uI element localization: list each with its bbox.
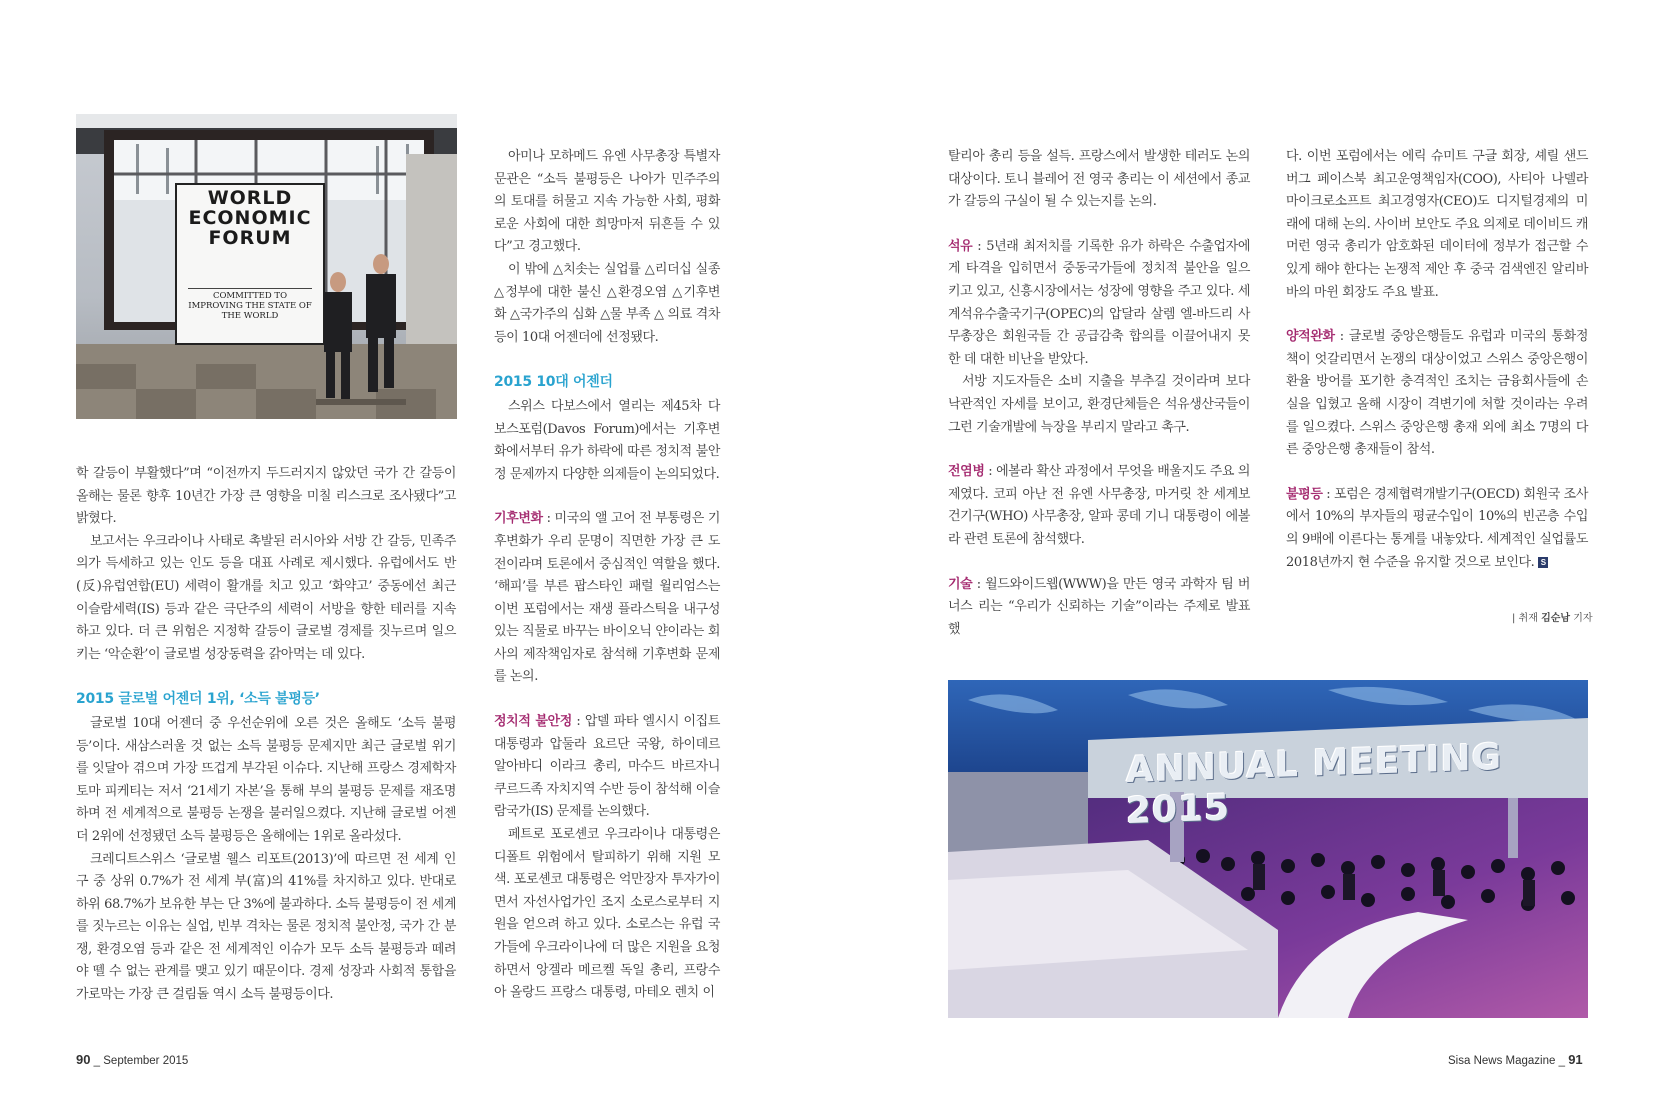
col2-paragraph-2: 이 밖에 △치솟는 실업률 △리더십 실종 △정부에 대한 불신 △환경오염 △기후변화 △국가주의 심화 △물 부족 △ 의료 격차 등이 10대 어젠더에 선정됐다.	[494, 261, 720, 345]
keyword-epidemic: 전염병	[948, 464, 985, 480]
byline-name: 김순남	[1541, 613, 1571, 624]
col1-heading: 2015 글로벌 어젠더 1위, ‘소득 불평등’	[76, 691, 320, 708]
col4-inequality-text: : 포럼은 경제협력개발기구(OECD) 회원국 조사에서 10%의 부자들의 평균수입이 10%의 빈곤층 수입의 9배에 이른다는 통계를 내놓았다. 세계적인 실업률도 2018년까지 현 수준을 유지할 것으로 보인다.	[1286, 486, 1588, 570]
col1-paragraph-3: 글로벌 10대 어젠더 중 우선순위에 오른 것은 올해도 ‘소득 불평등’이다. 새삼스러울 것 없는 소득 불평등 문제지만 최근 글로벌 위기를 잇달아 겪으며 가장 뜨겁게 부각된 이슈다. 지난해 프랑스 경제학자 토마 피케티는 저서 ‘21세기 자본’을 통해 부의 불평등 문제를 재조명하며 전 세계적으로 불평등 논쟁을 불러일으켰다. 지난해 글로벌 어젠더 2위에 선정됐던 소득 불평등은 올해에는 1위로 올라섰다.	[76, 715, 456, 844]
col3-paragraph-epidemic	[948, 461, 1250, 551]
col3-paragraph-tech	[948, 574, 1250, 642]
keyword-oil: 석유	[948, 238, 973, 254]
col2-climate-text: : 미국의 앨 고어 전 부통령은 기후변화가 우리 문명이 직면한 가장 큰 도전이라며 토론에서 중심적인 역할을 했다. ‘해피’를 부른 팝스타인 패럴 윌리엄스는 이번 포럼에서는 재생 플라스틱을 내구성 있는 직물로 바꾸는 바이오닉 얀이라는 회사의 제작책임자로 참석해 기후변화 문제를 논의.	[494, 511, 720, 685]
column-3	[948, 146, 1250, 641]
col3-paragraph-1: 탈리아 총리 등을 설득. 프랑스에서 발생한 테러도 논의 대상이다. 토니 블레어 전 영국 총리는 이 세션에서 종교가 갈등의 구실이 될 수 있는지를 논의.	[948, 149, 1250, 210]
col2-paragraph-1: 아미나 모하메드 유엔 사무총장 특별자문관은 “소득 불평등은 나아가 민주주의의 토대를 허물고 지속 가능한 사회, 평화로운 사회에 대한 희망마저 뒤흔들 수 있다”고 경고했다.	[494, 149, 720, 255]
right-footer-text: Sisa News Magazine _	[1448, 1055, 1565, 1067]
annual-meeting-banner: ANNUAL MEETING 2015	[1126, 736, 1503, 833]
col3-paragraph-3: 서방 지도자들은 소비 지출을 부추길 것이라며 보다 낙관적인 자세를 보이고, 환경단체들은 석유생산국들이 그런 기술개발에 늑장을 부리지 말라고 촉구.	[948, 374, 1250, 435]
col4-qe-text: : 글로벌 중앙은행들도 유럽과 미국의 통화정책이 엇갈리면서 논쟁의 대상이었고 스위스 중앙은행이 환율 방어를 포기한 충격적인 조치는 금융회사들에 손실을 입혔고 올해 시장이 격변기에 처할 것이라는 우려를 일으켰다. 스위스 중앙은행 총재 외에 최소 7명의 다른 중앙은행 총재들이 참석.	[1286, 329, 1588, 458]
keyword-qe: 양적완화	[1286, 329, 1335, 345]
right-page-number: 91	[1568, 1052, 1583, 1067]
col1-paragraph-1: 학 갈등이 부활했다”며 “이전까지 두드러지지 않았던 국가 간 갈등이 올해는 물론 향후 10년간 가장 큰 영향을 미칠 리스크로 조사됐다”고 밝혔다.	[76, 466, 456, 527]
column-2	[494, 146, 720, 1005]
left-footer-text: _ September 2015	[93, 1055, 189, 1067]
col3-oil-text: : 5년래 최저치를 기록한 유가 하락은 수출업자에게 타격을 입히면서 중동국가들에 정치적 불안을 일으키고 있고, 신흥시장에서는 성장에 영향을 주고 있다. 세계석유수출국기구(OPEC)의 압달라 살렘 엘-바드리 사무총장은 회원국들 간 공급감축 합의를 이끌어내지 못한 데 대한 비난을 받았다.	[948, 238, 1250, 367]
col4-paragraph-qe	[1286, 326, 1588, 462]
col4-paragraph-inequality	[1286, 484, 1588, 574]
left-page-number: 90	[76, 1052, 91, 1067]
byline	[1512, 609, 1593, 624]
annual-meeting-graphic	[948, 680, 1588, 1018]
wef-photo-graphic	[76, 114, 457, 419]
byline-prefix: | 취재	[1512, 613, 1538, 624]
wef-line-world: WORLD	[207, 187, 293, 209]
col2-paragraph-6: 페트로 포로셴코 우크라이나 대통령은 디폴트 위험에서 탈피하기 위해 지원 모색. 포로셴코 대통령은 억만장자 투자가이면서 자선사업가인 조지 소로스로부터 지원을 얻으려 하고 있다. 소로스는 유럽 국가들에 우크라이나에 더 많은 지원을 요청하면서 앙겔라 메르켈 독일 총리, 프랑수아 올랑드 프랑스 대통령, 마테오 렌치 이	[494, 827, 720, 1001]
col2-heading: 2015 10대 어젠더	[494, 374, 613, 391]
keyword-politics: 정치적 불안정	[494, 714, 572, 730]
col2-paragraph-3: 스위스 다보스에서 열리는 제45차 다보스포럼(Davos Forum)에서는 기후변화에서부터 유가 하락에 따른 정치적 불안정 문제까지 다양한 의제들이 논의되었다.	[494, 398, 720, 482]
col2-paragraph-climate	[494, 508, 720, 689]
wef-sign-photo	[76, 114, 457, 419]
column-1	[76, 463, 456, 1007]
col2-paragraph-politics	[494, 711, 720, 824]
col3-tech-text: : 월드와이드웹(WWW)을 만든 영국 과학자 팀 버너스 리는 “우리가 신뢰하는 기술”이라는 주제로 발표했	[948, 576, 1250, 637]
col1-paragraph-2: 보고서는 우크라이나 사태로 촉발된 러시아와 서방 간 갈등, 민족주의가 득세하고 있는 인도 등을 대표 사례로 제시했다. 유럽에서도 반(反)유럽연합(EU) 세력이 활개를 치고 있고 ‘화약고’ 중동에선 최근 이슬람세력(IS) 등과 같은 극단주의 세력이 서방을 향한 테러를 지속하고 있다. 더 큰 위험은 지정학 갈등이 글로벌 경제를 짓누르며 일으키는 ‘악순환’이 글로벌 성장동력을 갉아먹는 데 있다.	[76, 533, 456, 662]
annual-meeting-photo	[948, 680, 1588, 1018]
col2-politics-text: : 압델 파타 엘시시 이집트 대통령과 압둘라 요르단 국왕, 하이데르 알아바디 이라크 총리, 마수드 바르자니 쿠르드족 자치지역 수반 등이 참석해 이슬람국가(IS) 문제를 논의했다.	[494, 714, 720, 820]
col1-paragraph-4: 크레디트스위스 ‘글로벌 웰스 리포트(2013)’에 따르면 전 세계 인구 중 상위 0.7%가 전 세계 부(富)의 41%를 차지하고 있다. 반대로 하위 68.7%가 보유한 부는 단 3%에 불과하다. 소득 불평등이 전 세계를 짓누르는 이유는 실업, 빈부 격차는 물론 정치적 불안정, 국가 간 분쟁, 환경오염 등과 같은 전 세계적인 이슈가 모두 소득 불평등과 떼려야 뗄 수 없는 관계를 맺고 있기 때문이다. 경제 성장과 사회적 통합을 가로막는 가장 큰 걸림돌 역시 소득 불평등이다.	[76, 851, 456, 1003]
keyword-inequality: 불평등	[1286, 486, 1323, 502]
wef-line-economic: ECONOMIC	[188, 207, 312, 229]
wef-sign-text	[176, 188, 324, 248]
wef-line-forum: FORUM	[208, 227, 292, 249]
byline-suffix: 기자	[1573, 613, 1593, 624]
column-4	[1286, 146, 1588, 574]
col3-paragraph-oil	[948, 236, 1250, 372]
keyword-climate: 기후변화	[494, 511, 543, 527]
keyword-tech: 기술	[948, 576, 973, 592]
footer-left	[76, 1052, 188, 1067]
wef-sign-motto: COMMITTED TO IMPROVING THE STATE OF THE WORLD	[188, 288, 312, 321]
footer-right	[1448, 1052, 1583, 1067]
col3-epidemic-text: : 에볼라 확산 과정에서 무엇을 배울지도 주요 의제였다. 코피 아난 전 유엔 사무총장, 마거릿 찬 세계보건기구(WHO) 사무총장, 알파 콩데 기니 대통령이 에볼라 관련 토론에 참석했다.	[948, 464, 1250, 547]
col4-paragraph-1: 다. 이번 포럼에서는 에릭 슈미트 구글 회장, 셰릴 샌드버그 페이스북 최고운영책임자(COO), 사티아 나델라 마이크로소프트 최고경영자(CEO)도 디지털경제의 미래에 대해 논의. 사이버 보안도 주요 의제로 데이비드 캐머런 영국 총리가 암호화된 데이터에 정부가 접근할 수 있게 해야 한다는 논쟁적 제안 후 중국 검색엔진 알리바바의 마윈 회장도 주요 발표.	[1286, 149, 1588, 300]
end-mark-icon: S	[1538, 557, 1548, 568]
